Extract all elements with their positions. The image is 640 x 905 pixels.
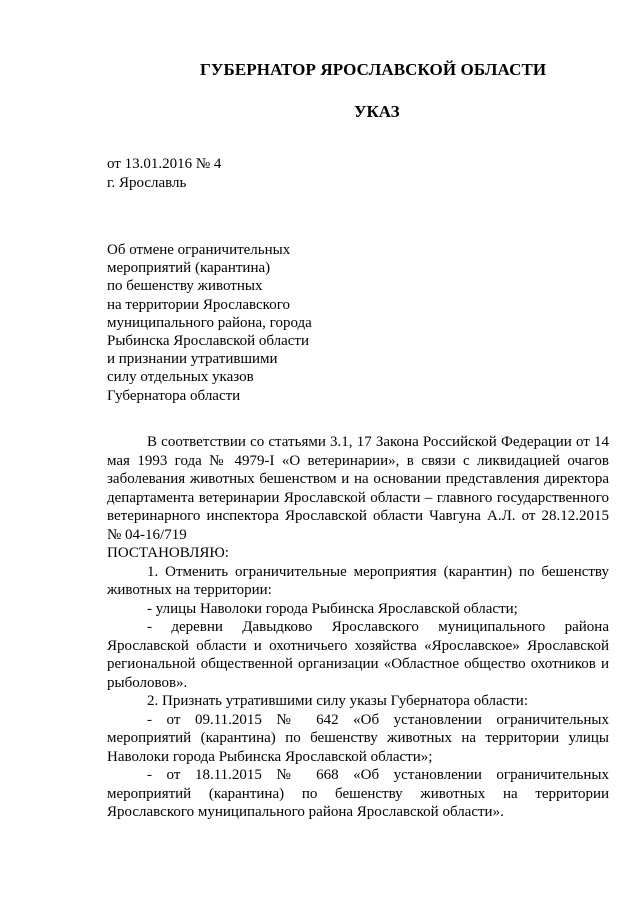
item-1-sub-1: - улицы Наволоки города Рыбинска Ярославской области; <box>147 600 518 617</box>
item-1-sub-2: - деревни Давыдково Ярославского муниципального района Ярославской области и охотничьего хозяйства «Ярославское» Ярославской региональной общественной организации «Областное общество охотников и рыболовов». <box>107 619 609 691</box>
item-2-sub-1: - от 09.11.2015 № 642 «Об установлении ограничительных мероприятий (карантина) по бешенству животных на территории улицы Наволоки города Рыбинска Ярославской области»; <box>107 711 609 765</box>
decree-word: ПОСТАНОВЛЯЮ: <box>107 545 229 561</box>
preamble-paragraph: В соответствии со статьями 3.1, 17 Закона Российской Федерации от 14 мая 1993 года № 4979-I «О ветеринарии», в связи с ликвидацией очагов заболевания животных бешенством и на основании представления директора департамента ветеринарии Ярославской области – главного государственного ветеринарного инспектора Ярославской области Чавгуна А.Л. от 28.12.2015 № 04-16/719 <box>107 434 609 543</box>
date-number: от 13.01.2016 № 4 <box>107 156 222 172</box>
subject-line: по бешенству животных <box>107 278 263 295</box>
subject-line: и признании утратившими <box>107 351 278 368</box>
document-title: ГУБЕРНАТОР ЯРОСЛАВСКОЙ ОБЛАСТИ <box>200 60 547 79</box>
subject-line: мероприятий (карантина) <box>107 260 271 277</box>
item-2-heading: 2. Признать утратившими силу указы Губернатора области: <box>147 693 529 709</box>
document-meta <box>107 155 221 193</box>
subject-line: силу отдельных указов <box>107 369 254 386</box>
item-2-sub-2: - от 18.11.2015 № 668 «Об установлении ограничительных мероприятий (карантина) по бешенству животных на территории Ярославского муниципального района Ярославской области». <box>107 767 609 820</box>
document-type: УКАЗ <box>354 102 400 121</box>
subject-line: муниципального района, города <box>107 314 312 331</box>
place: г. Ярославль <box>107 175 187 191</box>
subject-line: на территории Ярославского <box>107 296 290 313</box>
subject-line: Губернатора области <box>107 387 241 404</box>
item-1-heading: 1. Отменить ограничительные мероприятия (карантин) по бешенству животных на территории: <box>107 563 609 598</box>
document-body <box>107 433 609 822</box>
subject-line: Рыбинска Ярославской области <box>107 333 310 350</box>
subject-block <box>107 241 312 405</box>
subject-line: Об отмене ограничительных <box>107 242 291 258</box>
